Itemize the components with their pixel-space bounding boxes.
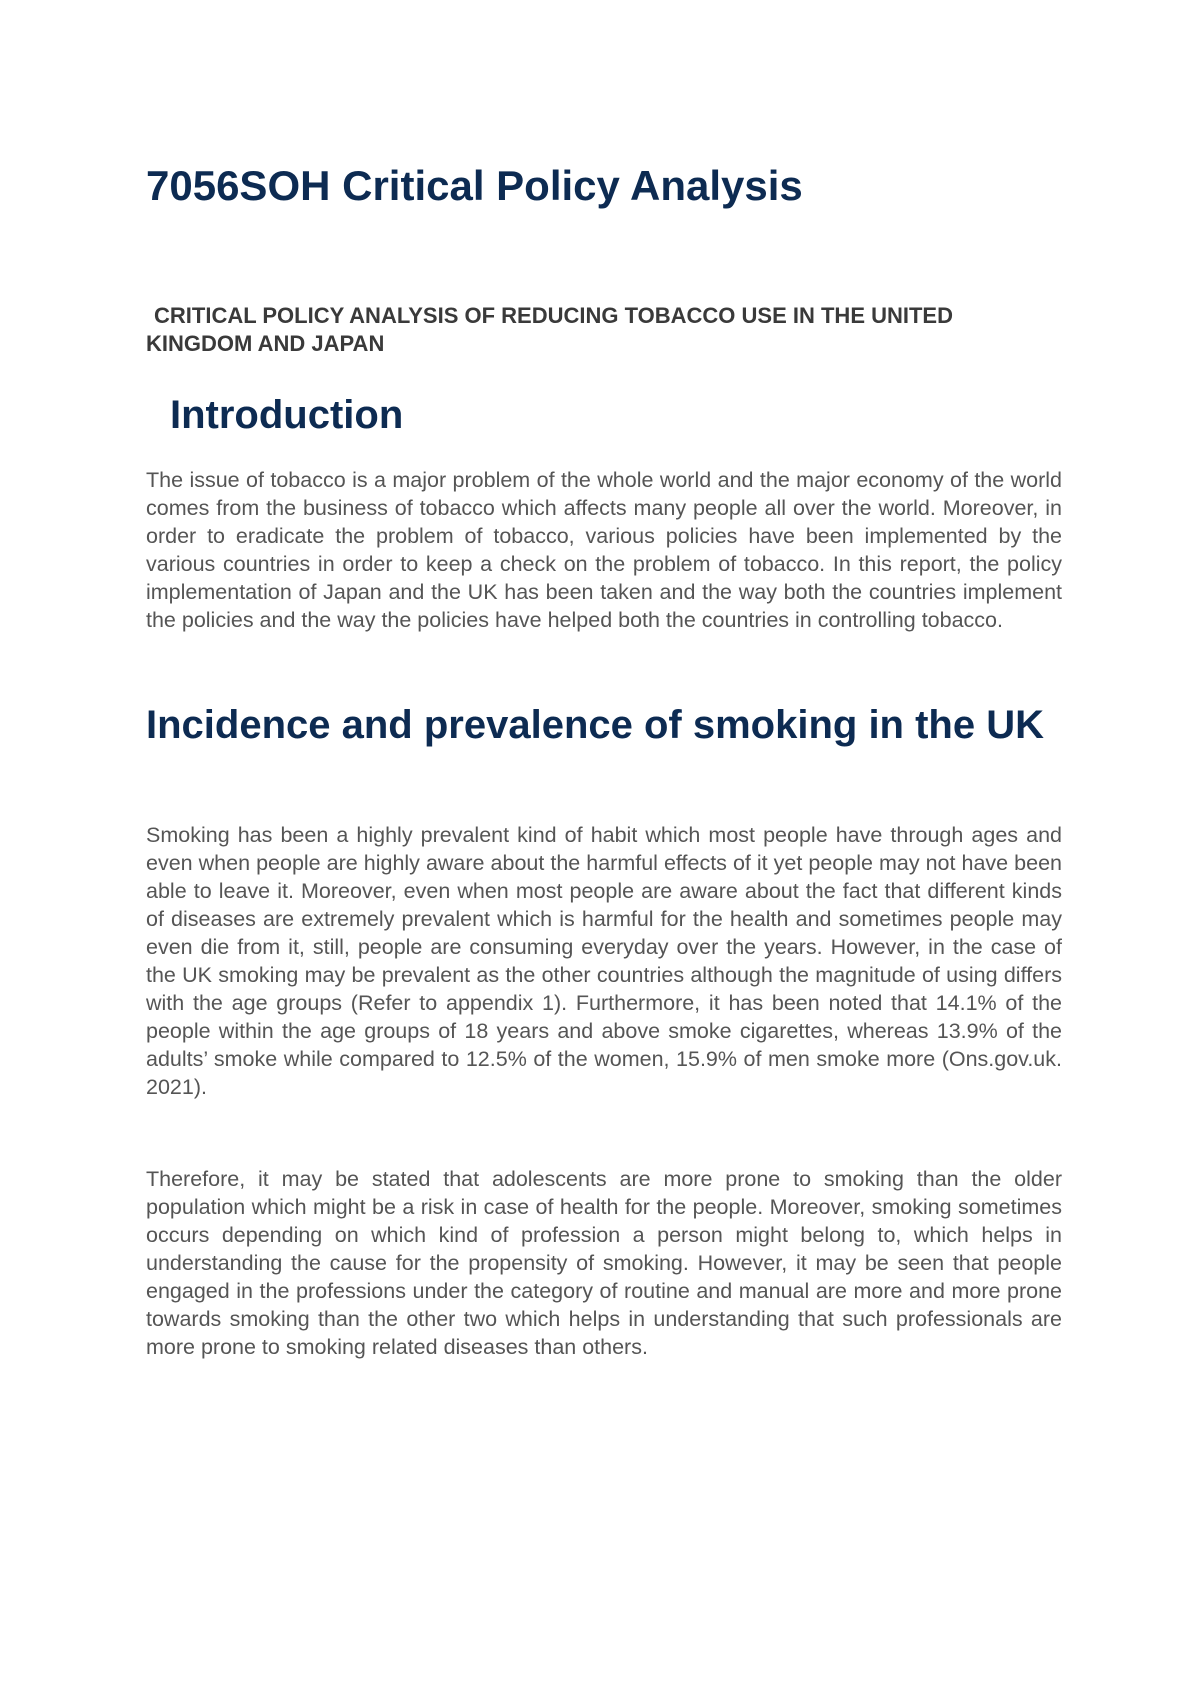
paragraph-incidence-1: Smoking has been a highly prevalent kind of habit which most people have through ages and even when people are highly aware about the harmful effects of it yet people may not have been able to leave it. Moreover, even when most people are aware about the fact that different kinds of diseases are extremely prevalent which is harmful for the health and sometimes people may even die from it, still, people are consuming everyday over the years. However, in the case of the UK smoking may be prevalent as the other countries although the magnitude of using differs with the age groups (Refer to appendix 1). Furthermore, it has been noted that 14.1% of the people within the age groups of 18 years and above smoke cigarettes, whereas 13.9% of the adults’ smoke while compared to 12.5% of the women, 15.9% of men smoke more (Ons.gov.uk. 2021). bbox=[146, 823, 1062, 1099]
document-title: 7056SOH Critical Policy Analysis bbox=[146, 162, 803, 209]
paragraph-introduction: The issue of tobacco is a major problem of the whole world and the major economy of the world comes from the business of tobacco which affects many people all over the world. Moreover, in order to eradicate the problem of tobacco, various policies have been implemented by the various countries in order to keep a check on the problem of tobacco. In this report, the policy implementation of Japan and the UK has been taken and the way both the countries implement the policies and the way the policies have helped both the countries in controlling tobacco. bbox=[146, 468, 1062, 632]
paragraph-incidence-2: Therefore, it may be stated that adolescents are more prone to smoking than the older population which might be a risk in case of health for the people. Moreover, smoking sometimes occurs depending on which kind of profession a person might belong to, which helps in understanding the cause for the propensity of smoking. However, it may be seen that people engaged in the professions under the category of routine and manual are more and more prone towards smoking than the other two which helps in understanding that such professionals are more prone to smoking related diseases than others. bbox=[146, 1167, 1062, 1359]
section-heading-incidence: Incidence and prevalence of smoking in the UK bbox=[146, 703, 1044, 747]
document-subtitle: CRITICAL POLICY ANALYSIS OF REDUCING TOBACCO USE IN THE UNITED KINGDOM AND JAPAN bbox=[146, 303, 953, 356]
document-page bbox=[146, 0, 1062, 1698]
section-heading-introduction: Introduction bbox=[170, 393, 404, 437]
